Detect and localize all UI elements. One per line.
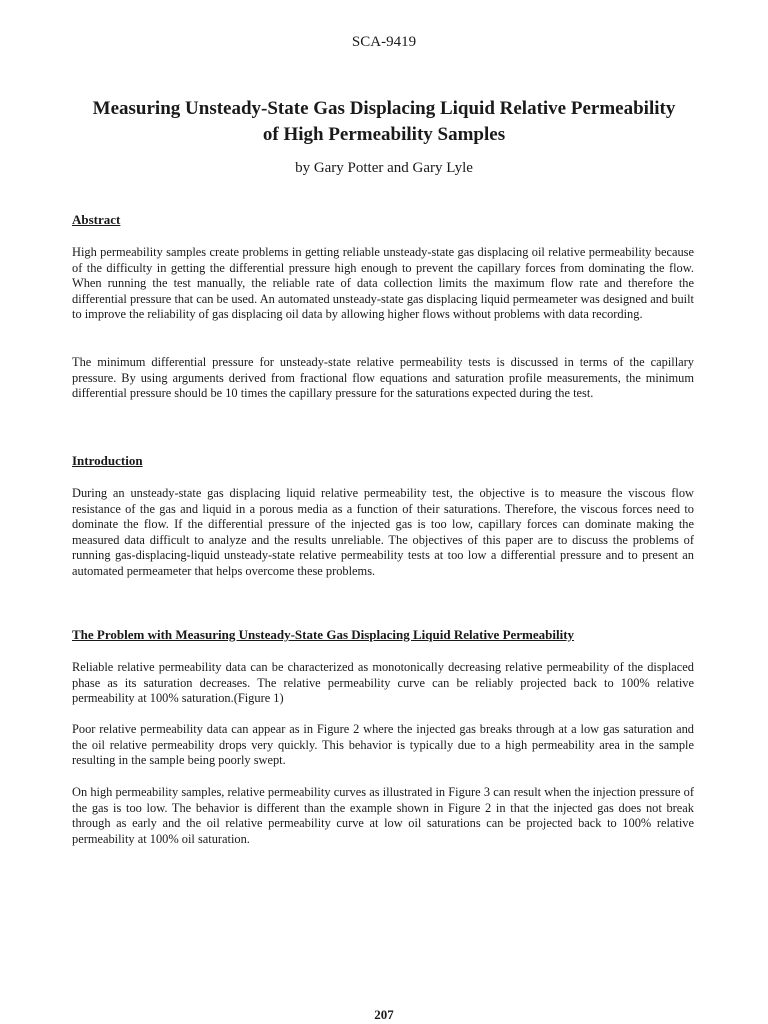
abstract-heading: Abstract (72, 212, 121, 227)
introduction-heading: Introduction (72, 453, 143, 468)
problem-paragraph-1: Reliable relative permeability data can be characterized as monotonically decreasing relative permeability of the displaced phase as its saturation decreases. The relative permeability curve can be reliably projected back to 100% relative permeability at 100% saturation.(Figure 1) (72, 660, 694, 706)
problem-paragraph-2: Poor relative permeability data can appear as in Figure 2 where the injected gas breaks through at a low gas saturation and the oil relative permeability drops very quickly. This behavior is typically due to a high permeability area in the sample resulting in the sample being poorly swept. (72, 722, 694, 768)
title-line-1: Measuring Unsteady-State Gas Displacing Liquid Relative Permeability (92, 98, 676, 119)
page-number: 207 (374, 1007, 394, 1022)
problem-heading: The Problem with Measuring Unsteady-State Gas Displacing Liquid Relative Permeability (72, 627, 575, 642)
paper-title (40, 96, 728, 148)
problem-paragraph-3: On high permeability samples, relative permeability curves as illustrated in Figure 3 can result when the injection pressure of the gas is too low. The behavior is different than the example shown in Figure 2 in that the injected gas does not break through as early and the oil relative permeability curve at low oil saturations can be projected back to 100% relative permeability at 100% oil saturation. (72, 785, 694, 846)
paper-id: SCA-9419 (351, 34, 417, 50)
abstract-paragraph-2: The minimum differential pressure for unsteady-state relative permeability tests is discussed in terms of the capillary pressure. By using arguments derived from fractional flow equations and saturation profile measurements, the minimum differential pressure should be 10 times the capillary pressure for the saturations expected during the test. (72, 355, 694, 401)
abstract-paragraph-1: High permeability samples create problems in getting reliable unsteady-state gas displacing oil relative permeability because of the difficulty in getting the differential pressure high enough to prevent the capillary forces from dominating the flow. When running the test manually, the reliable rate of data collection limits the maximum flow rate and therefore the differential pressure that can be used. An automated unsteady-state gas displacing liquid permeameter was designed and built to improve the reliability of gas displacing oil data by allowing higher flows without problems with data recording. (72, 245, 694, 322)
author-line: by Gary Potter and Gary Lyle (295, 160, 473, 176)
title-line-2: of High Permeability Samples (262, 124, 506, 145)
introduction-paragraph: During an unsteady-state gas displacing liquid relative permeability test, the objective is to measure the viscous flow resistance of the gas and liquid in a porous media as a function of their saturations. Therefore, the viscous forces need to dominate the flow. If the differential pressure of the injected gas is too low, capillary forces can dominate making the measured data difficult to analyze and the results unreliable. The objectives of this paper are to discuss the problems of running gas-displacing-liquid unsteady-state relative permeability tests at too low a differential pressure and to present an automated permeameter that helps overcome these problems. (72, 486, 694, 578)
